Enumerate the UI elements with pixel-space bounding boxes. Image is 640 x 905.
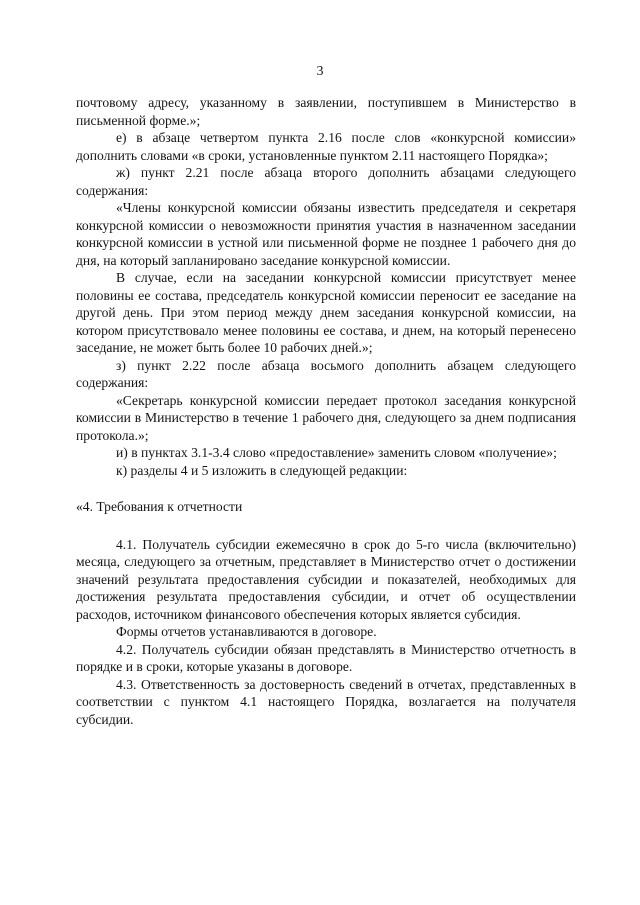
paragraph-continuation: почтовому адресу, указанному в заявлении, поступившем в Министерство в письменной форме.»; (76, 95, 576, 128)
paragraph-forms: Формы отчетов устанавливаются в договоре. (116, 624, 377, 639)
paragraph-item-e: е) в абзаце четвертом пункта 2.16 после слов «конкурсной комиссии» дополнить словами «в сроки, установленные пунктом 2.11 настоящего Порядка»; (76, 130, 576, 163)
paragraph-item-i: и) в пунктах 3.1-3.4 слово «предоставление» заменить словом «получение»; (116, 445, 557, 460)
paragraph-quote-secretary: «Секретарь конкурсной комиссии передает протокол заседания конкурсной комиссии в Министерство в течение 1 рабочего дня, следующего за днем подписания протокола.»; (76, 392, 576, 443)
section-title: «4. Требования к отчетности (76, 499, 243, 514)
paragraph-4-2: 4.2. Получатель субсидии обязан представлять в Министерство отчетность в порядке и в сроки, которые указаны в договоре. (76, 641, 576, 674)
document-body (76, 94, 576, 728)
paragraph-item-z: з) пункт 2.22 после абзаца восьмого дополнить абзацем следующего содержания: (76, 357, 576, 390)
paragraph-item-zh: ж) пункт 2.21 после абзаца второго дополнить абзацами следующего содержания: (76, 165, 576, 198)
paragraph-quote-quorum: В случае, если на заседании конкурсной комиссии присутствует менее половины ее состава, председатель конкурсной комиссии переносит ее заседание на другой день. При этом период между днем заседания конкурсной комиссии, на котором присутствовало менее половины ее состава, и днем, на который перенесено заседание, не может быть более 10 рабочих дней.»; (76, 270, 576, 355)
paragraph-item-k: к) разделы 4 и 5 изложить в следующей редакции: (116, 462, 408, 478)
page-number: 3 (316, 64, 324, 79)
paragraph-quote-members: «Члены конкурсной комиссии обязаны известить председателя и секретаря конкурсной комиссии о невозможности принятия участия в назначенном заседании конкурсной комиссии в устной или письменной форме не позднее 1 рабочего дня до дня, на который запланировано заседание конкурсной комиссии. (76, 200, 576, 268)
paragraph-4-3: 4.3. Ответственность за достоверность сведений в отчетах, представленных в соответствии с пунктом 4.1 настоящего Порядка, возлагается на получателя субсидии. (76, 676, 576, 727)
paragraph-4-1: 4.1. Получатель субсидии ежемесячно в срок до 5-го числа (включительно) месяца, следующего за отчетным, представляет в Министерство отчет о достижении значений результата предоставления субсидии и показателей, необходимых для достижения результата предоставления субсидии, и отчет об осуществлении расходов, источником финансового обеспечения которых является субсидия. (76, 536, 576, 622)
